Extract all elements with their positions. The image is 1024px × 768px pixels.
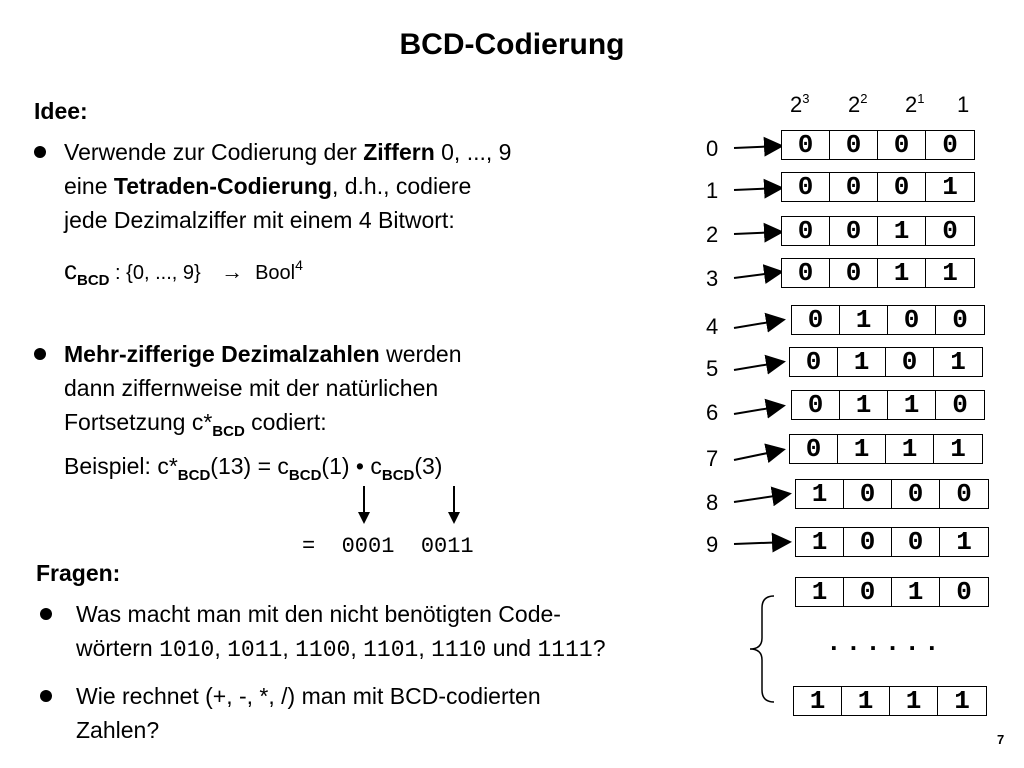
arrow-right-icon [734,188,780,190]
slide-title: BCD-Codierung [399,28,625,61]
bit-cell: 1 [950,347,966,377]
bit-cell: 1 [796,480,844,508]
bit-cell: 1 [840,306,888,334]
down-arrow-icon [358,486,370,524]
down-arrow-icon [448,486,460,524]
code-word-4 [791,305,985,335]
code-word-1 [781,172,975,202]
bullet-dot-icon [40,608,52,620]
bit-cell: 0 [844,578,892,606]
bullet2-line2: dann ziffernweise mit der natürlichen [64,375,439,401]
bit-cell: 1 [942,172,958,202]
bit-cell: 0 [878,131,926,159]
question2-line1: Wie rechnet (+, -, *, /) man mit BCD-codierten [76,683,541,709]
bullet-dot-icon [34,146,46,158]
bullet-dot-icon [40,690,52,702]
code-word-5 [789,347,983,377]
digit-label: 2 [706,222,719,247]
code-word-9 [795,527,989,557]
bit-cell: 0 [952,305,968,335]
unused-code-word-last [793,686,987,716]
bit-cell: 0 [942,130,958,160]
bit-cell: 1 [838,435,886,463]
digit-label: 7 [706,446,719,471]
digit-label: 4 [706,314,719,339]
arrow-right-icon [734,450,782,460]
bullet1-line1: Verwende zur Codierung der Ziffern 0, ..., 9 [64,139,512,165]
digit-label: 9 [706,532,719,557]
bit-cell: 0 [886,348,934,376]
bit-cell: 1 [950,434,966,464]
code-word-0 [781,130,975,160]
code-word-8 [795,479,989,509]
bit-cell: 1 [886,435,934,463]
page-number: 7 [997,732,1005,747]
arrow-right-icon [734,146,780,148]
code-word-6 [791,390,985,420]
bit-cell: 1 [840,391,888,419]
bit-cell: 0 [942,216,958,246]
digit-label: 5 [706,356,719,381]
bcd-formula: $c_{BCD}$ : {0, ..., 9} → Bool$^4$ [64,255,303,289]
question2-line2: Zahlen? [76,717,160,743]
weight-1: 1 [957,92,970,117]
bit-cell: 1 [796,578,844,606]
curly-brace-icon [744,594,778,704]
arrow-right-icon [734,272,780,278]
bit-cell: 0 [790,435,838,463]
weight-2-2: $2^2$ [848,91,868,117]
ellipsis-dots: ...... [826,628,944,658]
bit-cell: 1 [878,217,926,245]
bit-cell: 0 [782,131,830,159]
bit-cell: 1 [892,578,940,606]
digit-label: 3 [706,266,719,291]
bullet1-line3: jede Dezimalziffer mit einem 4 Bitwort: [64,207,455,233]
bit-cell: 1 [954,686,970,716]
bit-cell: 1 [838,348,886,376]
bit-cell: 0 [830,131,878,159]
bullet2-line1: Mehr-zifferige Dezimalzahlen werden [64,341,462,367]
bit-cell: 0 [782,259,830,287]
unused-code-word-first [795,577,989,607]
bit-cell: 1 [888,391,936,419]
weight-2-1: $2^1$ [905,91,925,117]
bit-cell: 1 [956,527,972,557]
bit-cell: 1 [942,258,958,288]
bit-cell: 1 [878,259,926,287]
fragen-heading: Fragen: [36,560,121,586]
bit-cell: 0 [956,479,972,509]
example-arrows [340,486,470,526]
right-arrow-icon: → [221,259,244,284]
code-word-3 [781,258,975,288]
bit-cell: 0 [844,528,892,556]
weight-2-3: $2^3$ [790,91,810,117]
bit-cell: 0 [952,390,968,420]
bit-cell: 0 [892,528,940,556]
arrow-right-icon [734,320,782,328]
bit-cell: 0 [790,348,838,376]
code-word-7 [789,434,983,464]
bit-cell: 1 [842,687,890,715]
bullet2-line3: Fortsetzung $c*_{BCD}$ codiert: [64,409,327,440]
bit-cell: 0 [792,391,840,419]
digit-label: 6 [706,400,719,425]
bit-cell: 0 [878,173,926,201]
digit-label: 1 [706,178,719,203]
bit-cell: 0 [888,306,936,334]
arrow-right-icon [734,232,780,234]
arrow-right-icon [734,406,782,414]
bit-cell: 0 [892,480,940,508]
arrow-right-icon [734,542,788,544]
bullet-dot-icon [34,348,46,360]
bit-cell: 1 [890,687,938,715]
arrow-right-icon [734,362,782,370]
arrow-right-icon [734,494,788,502]
bit-cell: 0 [956,577,972,607]
bit-cell: 0 [782,173,830,201]
bit-cell: 1 [796,528,844,556]
bit-cell: 0 [792,306,840,334]
bit-cell: 1 [794,687,842,715]
idee-heading: Idee: [34,98,88,124]
example-result: = 0001 0011 [302,534,474,559]
bit-cell: 0 [830,259,878,287]
question1-line1: Was macht man mit den nicht benötigten Code- [76,601,561,627]
digit-label: 0 [706,136,719,161]
bullet1-line2: eine Tetraden-Codierung, d.h., codiere [64,173,472,199]
bit-cell: 0 [782,217,830,245]
bcd-example: Beispiel: $c*_{BCD}(13) = c_{BCD}(1)$ • $c_{BCD}(3)$ [64,453,443,484]
bit-cell: 0 [830,173,878,201]
bit-cell: 0 [844,480,892,508]
bit-cell: 0 [830,217,878,245]
code-word-2 [781,216,975,246]
question1-line2: wörtern 1010, 1011, 1100, 1101, 1110 und 1111? [76,635,606,663]
digit-label: 8 [706,490,719,515]
